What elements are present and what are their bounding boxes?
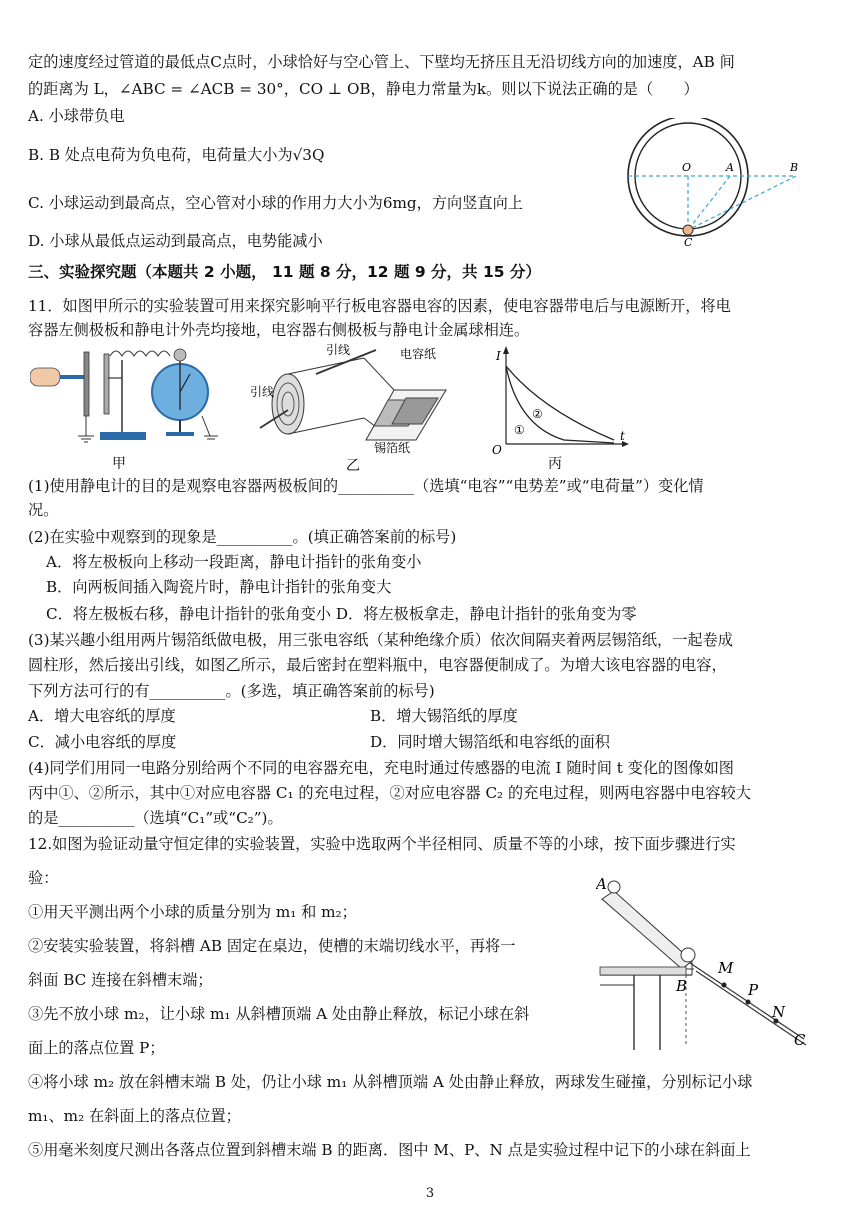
text-line-2: 的距离为 L，∠ABC = ∠ACB = 30°，CO ⊥ OB，静电力常量为k。则以下说法正确的是（ ） xyxy=(28,80,699,98)
axis-origin: O xyxy=(492,443,502,457)
ring-figure xyxy=(618,118,808,250)
text-line-17: 圆柱形，然后接出引线，如图乙所示，最后密封在塑料瓶中，电容器便制成了。为增大该电容器的电容， xyxy=(28,656,727,674)
label-tin-foil: 锡箔纸 xyxy=(374,441,411,455)
figure-bing xyxy=(484,340,634,475)
text-line-6: D. 小球从最低点运动到最高点，电势能减小 xyxy=(28,232,323,250)
text-line-31: ③先不放小球 m₂，让小球 m₁ 从斜槽顶端 A 处由静止释放，标记小球在斜 xyxy=(28,1005,530,1023)
text-line-1: 定的速度经过管道的最低点C点时，小球恰好与空心管上、下壁均无挤压且无沿切线方向的加速度，AB 间 xyxy=(28,53,735,71)
ramp-label-M: M xyxy=(718,959,734,977)
text-line-4: B. B 处点电荷为负电荷，电荷量大小为√3Q xyxy=(28,146,325,164)
text-line-26: 12.如图为验证动量守恒定律的实验装置，实验中选取两个半径相同、质量不等的小球，按下面步骤进行实 xyxy=(28,835,736,853)
label-lead-left: 引线 xyxy=(250,385,275,399)
text-line-32: 面上的落点位置 P； xyxy=(28,1039,165,1057)
ramp-label-B: B xyxy=(676,977,688,995)
text-line-7: 三、实验探究题（本题共 2 小题， 11 题 8 分，12 题 9 分，共 15 分） xyxy=(28,263,541,281)
text-line-10: (1)使用静电计的目的是观察电容器两极板间的__________（选填“电容”“电势差”或“电荷量”）变化情 xyxy=(28,477,704,495)
text-line-27: 验： xyxy=(28,869,59,887)
ramp-label-N: N xyxy=(772,1003,786,1021)
text-line-13: A．将左极板向上移动一段距离，静电计指针的张角变小 xyxy=(46,553,422,571)
text-line-12: (2)在实验中观察到的现象是__________。(填正确答案前的标号) xyxy=(28,528,457,546)
figure-yi xyxy=(246,340,471,475)
ramp-label-A: A xyxy=(596,875,607,893)
text-line-19: A．增大电容纸的厚度 xyxy=(28,707,176,725)
text-line-9: 容器左侧极板和静电计外壳均接地，电容器右侧极板与静电计金属球相连。 xyxy=(28,321,530,339)
curve-label-1: ① xyxy=(514,423,525,437)
text-line-23: (4)同学们用同一电路分别给两个不同的电容器充电，充电时通过传感器的电流 I 随时间 t 变化的图像如图 xyxy=(28,759,734,777)
text-line-15: C．将左极板右移，静电计指针的张角变小 D．将左极板拿走，静电计指针的张角变为零 xyxy=(46,605,637,623)
text-line-5: C. 小球运动到最高点，空心管对小球的作用力大小为6mg，方向竖直向上 xyxy=(28,194,523,212)
text-line-14: B．向两板间插入陶瓷片时，静电计指针的张角变大 xyxy=(46,578,392,596)
text-line-30: 斜面 BC 连接在斜槽末端； xyxy=(28,971,213,989)
caption-bing: 丙 xyxy=(548,456,562,472)
text-line-21: C．减小电容纸的厚度 xyxy=(28,733,177,751)
label-capacitor-paper: 电容纸 xyxy=(400,347,437,361)
caption-jia: 甲 xyxy=(112,456,126,472)
text-line-11: 况。 xyxy=(28,501,59,519)
text-line-25: 的是__________（选填“C₁”或“C₂”)。 xyxy=(28,809,283,827)
text-line-8: 11．如图甲所示的实验装置可用来探究影响平行板电容器电容的因素，使电容器带电后与电源断开，将电 xyxy=(28,297,731,315)
ramp-label-C: C xyxy=(794,1031,806,1049)
text-line-34: m₁、m₂ 在斜面上的落点位置； xyxy=(28,1107,241,1125)
text-line-24: 丙中①、②所示，其中①对应电容器 C₁ 的充电过程，②对应电容器 C₂ 的充电过程，则两电容器中电容较大 xyxy=(28,784,751,802)
label-A: A xyxy=(726,161,734,174)
caption-yi: 乙 xyxy=(346,458,360,474)
label-lead-top: 引线 xyxy=(326,343,351,357)
axis-I: I xyxy=(496,349,501,363)
figure-jia xyxy=(30,340,230,475)
text-line-29: ②安装实验装置，将斜槽 AB 固定在桌边，使槽的末端切线水平，再将一 xyxy=(28,937,516,955)
axis-t: t xyxy=(620,429,625,443)
text-line-20: B．增大锡箔纸的厚度 xyxy=(370,707,518,725)
label-B: B xyxy=(790,161,799,174)
ramp-label-P: P xyxy=(748,981,759,999)
curve-label-2: ② xyxy=(532,407,543,421)
ramp-figure xyxy=(596,875,826,1055)
label-O: O xyxy=(682,161,692,174)
text-line-33: ④将小球 m₂ 放在斜槽末端 B 处，仍让小球 m₁ 从斜槽顶端 A 处由静止释放，两球发生碰撞，分别标记小球 xyxy=(28,1073,753,1091)
text-line-3: A. 小球带负电 xyxy=(28,107,125,125)
text-line-18: 下列方法可行的有__________。(多选，填正确答案前的标号) xyxy=(28,682,435,700)
text-line-28: ①用天平测出两个小球的质量分别为 m₁ 和 m₂； xyxy=(28,903,357,921)
label-C: C xyxy=(684,236,693,249)
page-number: 3 xyxy=(425,1186,435,1201)
text-line-22: D．同时增大锡箔纸和电容纸的面积 xyxy=(370,733,610,751)
text-line-35: ⑤用毫米刻度尺测出各落点位置到斜槽末端 B 的距离．图中 M、P、N 点是实验过程中记下的小球在斜面上 xyxy=(28,1141,751,1159)
text-line-16: (3)某兴趣小组用两片锡箔纸做电极，用三张电容纸（某种绝缘介质）依次间隔夹着两层锡箔纸，一起卷成 xyxy=(28,631,733,649)
